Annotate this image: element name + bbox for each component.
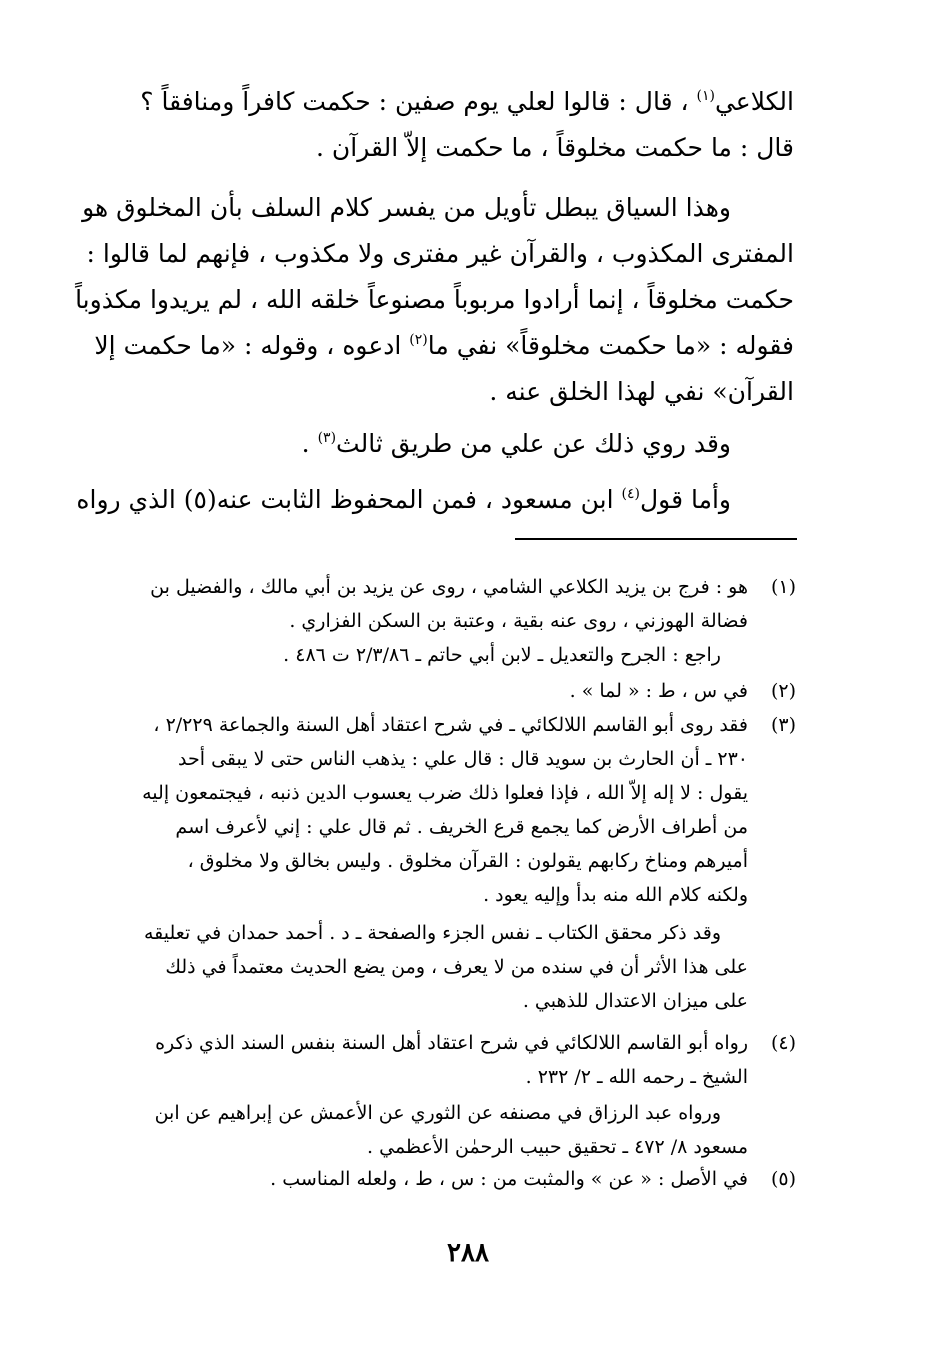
footnote-line: فضالة الهوزني ، روى عنه بقية ، وعتبة بن السكن الفزاري . bbox=[289, 610, 748, 632]
footnote-number-5: (٥) bbox=[770, 1168, 796, 1190]
footnote-line: على ميزان الاعتدال للذهبي . bbox=[522, 990, 748, 1012]
body-line-3: وهذا السياق يبطل تأويل من يفسر كلام السلف بأن المخلوق هو bbox=[82, 193, 731, 222]
footnote-line: ورواه عبد الرزاق في مصنفه عن الثوري عن الأعمش عن إبراهيم عن ابن bbox=[154, 1102, 721, 1124]
footnote-separator bbox=[515, 538, 797, 540]
footnote-line: في س ، ط : « لما » . bbox=[569, 680, 748, 702]
footnote-ref-3[interactable]: (٣) bbox=[317, 430, 337, 446]
body-line-9: وأما قول$^{(٤)}$ ابن مسعود ، فمن المحفوظ الثابت عنه(٥) الذي رواه bbox=[76, 485, 731, 514]
body-line-1: الكلاعي$^{(١)}$ ، قال : قالوا لعلي يوم صفين : حكمت كافراً ومنافقاً ؟ bbox=[140, 87, 794, 116]
footnote-line: على هذا الأثر أن في سنده من لا يعرف ، ومن يضع الحديث معتمداً في ذلك bbox=[165, 956, 748, 978]
footnote-line: الشيخ ـ رحمه الله ـ ٢/ ٢٣٢ . bbox=[525, 1066, 748, 1088]
footnote-line: من أطراف الأرض كما يجمع قرع الخريف . ثم قال علي : إني لأعرف اسم bbox=[175, 816, 748, 838]
footnote-ref-1[interactable]: (١) bbox=[696, 88, 715, 104]
body-line-2: قال : ما حكمت مخلوقاً ، ما حكمت إلاّ القرآن . bbox=[316, 133, 794, 162]
footnote-line: وقد ذكر محقق الكتاب ـ نفس الجزء والصفحة ـ د . أحمد حمدان في تعليقه bbox=[143, 922, 721, 944]
footnote-line: ٢٣٠ ـ أن الحارث بن سويد قال : قال علي : يذهب الناس حتى لا يبقى أحد bbox=[178, 748, 748, 770]
body-line-5: حكمت مخلوقاً ، إنما أرادوا مربوباً مصنوعاً خلقه الله ، لم يريدوا مكذوباً bbox=[75, 285, 794, 314]
footnote-number-4: (٤) bbox=[770, 1032, 796, 1054]
footnote-number-2: (٢) bbox=[770, 680, 796, 702]
footnote-ref-4[interactable]: (٤) bbox=[621, 486, 640, 502]
footnote-line: رواه أبو القاسم اللالكائي في شرح اعتقاد أهل السنة بنفس السند الذي ذكره bbox=[155, 1032, 748, 1054]
footnote-line: أميرهم ومناخ ركابهم يقولون : القرآن مخلوق . وليس بخالق ولا مخلوق ، bbox=[187, 850, 748, 872]
footnote-line: هو : فرج بن يزيد الكلاعي الشامي ، روى عن يزيد بن أبي مالك ، والفضيل بن bbox=[150, 576, 748, 598]
footnote-line: فقد روى أبو القاسم اللالكائي ـ في شرح اعتقاد أهل السنة والجماعة ٢/٢٢٩ ، bbox=[153, 714, 748, 736]
body-line-4: المفترى المكذوب ، والقرآن غير مفترى ولا مكذوب ، فإنهم لما قالوا : bbox=[86, 239, 794, 268]
body-line-7: القرآن» نفي لهذا الخلق عنه . bbox=[489, 377, 794, 406]
footnote-ref-2[interactable]: (٢) bbox=[409, 332, 428, 348]
page-number: ٢٨٨ bbox=[447, 1238, 489, 1268]
footnote-line: في الأصل : « عن » والمثبت من : س ، ط ، ولعله المناسب . bbox=[270, 1168, 748, 1190]
footnote-line: يقول : لا إله إلاّ الله ، فإذا فعلوا ذلك ضرب يعسوب الدين ذنبه ، فيجتمعون إليه bbox=[142, 782, 748, 804]
footnote-line: ولكنه كلام الله منه بدأ وإليه يعود . bbox=[483, 884, 748, 906]
body-line-6: فقوله : «ما حكمت مخلوقاً» نفي ما$^{(٢)}$ ادعوه ، وقوله : «ما حكمت إلا bbox=[94, 331, 794, 360]
footnote-number-3: (٣) bbox=[770, 714, 796, 736]
body-line-8: وقد روي ذلك عن علي من طريق ثالث$^{(٣)}$ . bbox=[301, 429, 731, 458]
footnote-line: مسعود ٨/ ٤٧٢ ـ تحقيق حبيب الرحمٰن الأعظمي . bbox=[367, 1136, 748, 1158]
footnote-number-1: (١) bbox=[770, 576, 796, 598]
footnote-line: راجع : الجرح والتعديل ـ لابن أبي حاتم ـ ٢/٣/٨٦ ت ٤٨٦ . bbox=[283, 644, 721, 666]
